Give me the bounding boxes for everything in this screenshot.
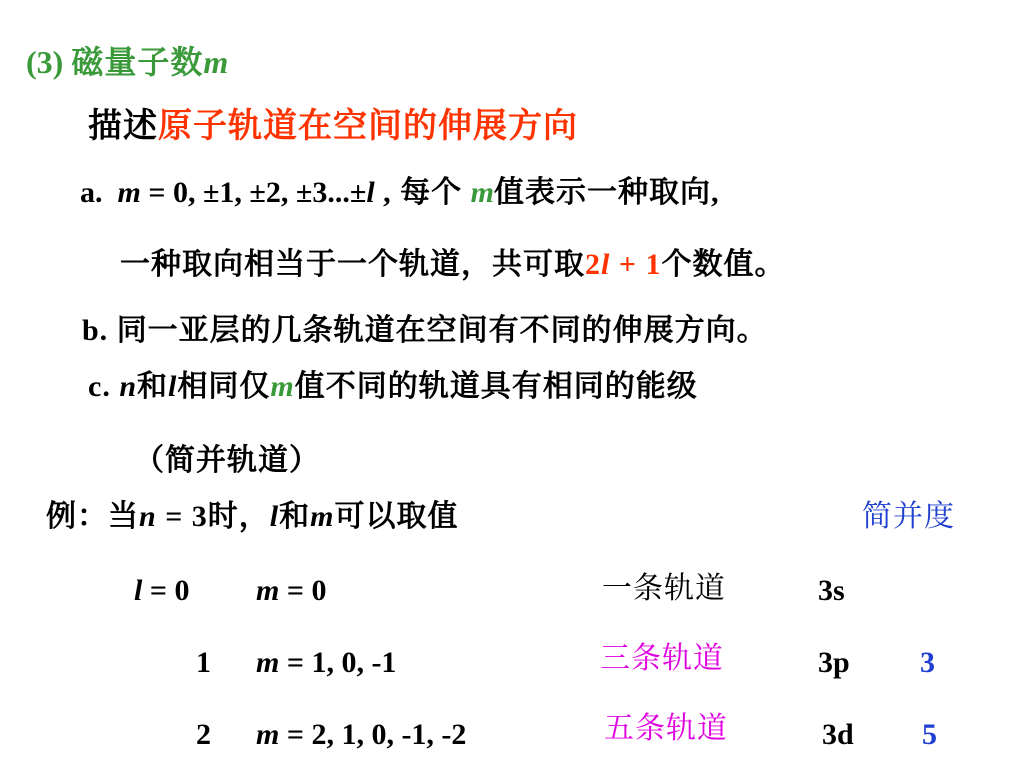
- orbital-count-post: 个数值。: [661, 248, 786, 281]
- point-c-label: c.: [88, 370, 111, 403]
- heading-number: (3): [26, 44, 64, 80]
- m-range: = 0, ±1, ±2, ±3...±: [140, 176, 367, 209]
- m-symbol: m: [117, 176, 141, 209]
- degeneracy-header: 简并度: [862, 500, 955, 533]
- orientation-text: 值表示一种取向,: [494, 176, 720, 209]
- description-emphasis: 原子轨道在空间的伸展方向: [158, 108, 578, 145]
- row0-l-value: = 0: [142, 574, 190, 607]
- row2-m-symbol: m: [256, 718, 280, 751]
- m-symbol-example: m: [310, 500, 335, 533]
- formula-two: 2: [585, 248, 601, 281]
- can-take-text: 可以取值: [334, 500, 459, 533]
- description-lead: 描述: [88, 108, 158, 145]
- n-value: = 3时，: [156, 500, 270, 533]
- point-b-label: b.: [82, 314, 109, 347]
- section-heading: [26, 46, 228, 78]
- l-symbol: l: [366, 176, 375, 209]
- and-text-example: 和: [279, 500, 311, 533]
- each-text: , 每个: [374, 176, 471, 209]
- orbital-count-pre: 一种取向相当于一个轨道，共可取: [120, 248, 585, 281]
- heading-text: 磁量子数: [71, 44, 204, 80]
- formula-l: l: [601, 248, 611, 281]
- row0-m-symbol: m: [256, 574, 280, 607]
- row2-l-value: 2: [196, 718, 211, 751]
- formula-plus-one: + 1: [610, 248, 662, 281]
- row1-m-symbol: m: [256, 646, 280, 679]
- l-symbol-c: l: [168, 370, 178, 403]
- row2-degeneracy: 5: [922, 718, 937, 751]
- heading-variable: m: [203, 44, 229, 80]
- row0-m-value: = 0: [279, 574, 327, 607]
- row0-subshell: 3s: [818, 574, 845, 607]
- and-text: 和: [137, 370, 169, 403]
- row-l-1: [196, 648, 211, 678]
- row0-orbital-count: 一条轨道: [602, 572, 726, 605]
- degenerate-orbitals-note: （简并轨道）: [134, 444, 320, 477]
- row-l-0: [134, 576, 189, 606]
- row0-l-symbol: l: [134, 574, 143, 607]
- row-m-2: [256, 720, 466, 750]
- row2-m-value: = 2, 1, 0, -1, -2: [279, 718, 467, 751]
- point-c: [88, 372, 698, 402]
- row-m-1: [256, 648, 396, 678]
- row1-m-value: = 1, 0, -1: [279, 646, 397, 679]
- same-only-text: 相同仅: [177, 370, 271, 403]
- row1-l-value: 1: [196, 646, 211, 679]
- example-line: [46, 502, 458, 532]
- m-symbol-green: m: [470, 176, 494, 209]
- row2-orbital-count: 五条轨道: [604, 712, 728, 745]
- n-symbol: n: [119, 370, 138, 403]
- row2-subshell: 3d: [822, 718, 854, 751]
- point-c-text: 值不同的轨道具有相同的能级: [294, 370, 698, 403]
- row-l-2: [196, 720, 211, 750]
- l-symbol-example: l: [269, 500, 280, 533]
- point-b-text: 同一亚层的几条轨道在空间有不同的伸展方向。: [116, 314, 768, 347]
- example-label: 例：: [46, 500, 108, 533]
- description-line: [88, 110, 578, 144]
- m-symbol-c: m: [270, 370, 295, 403]
- point-a-line1: [80, 178, 720, 208]
- row1-degeneracy: 3: [920, 646, 935, 679]
- when-text: 当: [108, 500, 139, 533]
- point-a-line2: [120, 250, 785, 280]
- row1-subshell: 3p: [818, 646, 850, 679]
- n-symbol-example: n: [139, 500, 157, 533]
- row-m-0: [256, 576, 326, 606]
- point-a-label: a.: [80, 176, 103, 209]
- point-b: [82, 316, 768, 346]
- row1-orbital-count: 三条轨道: [600, 642, 724, 675]
